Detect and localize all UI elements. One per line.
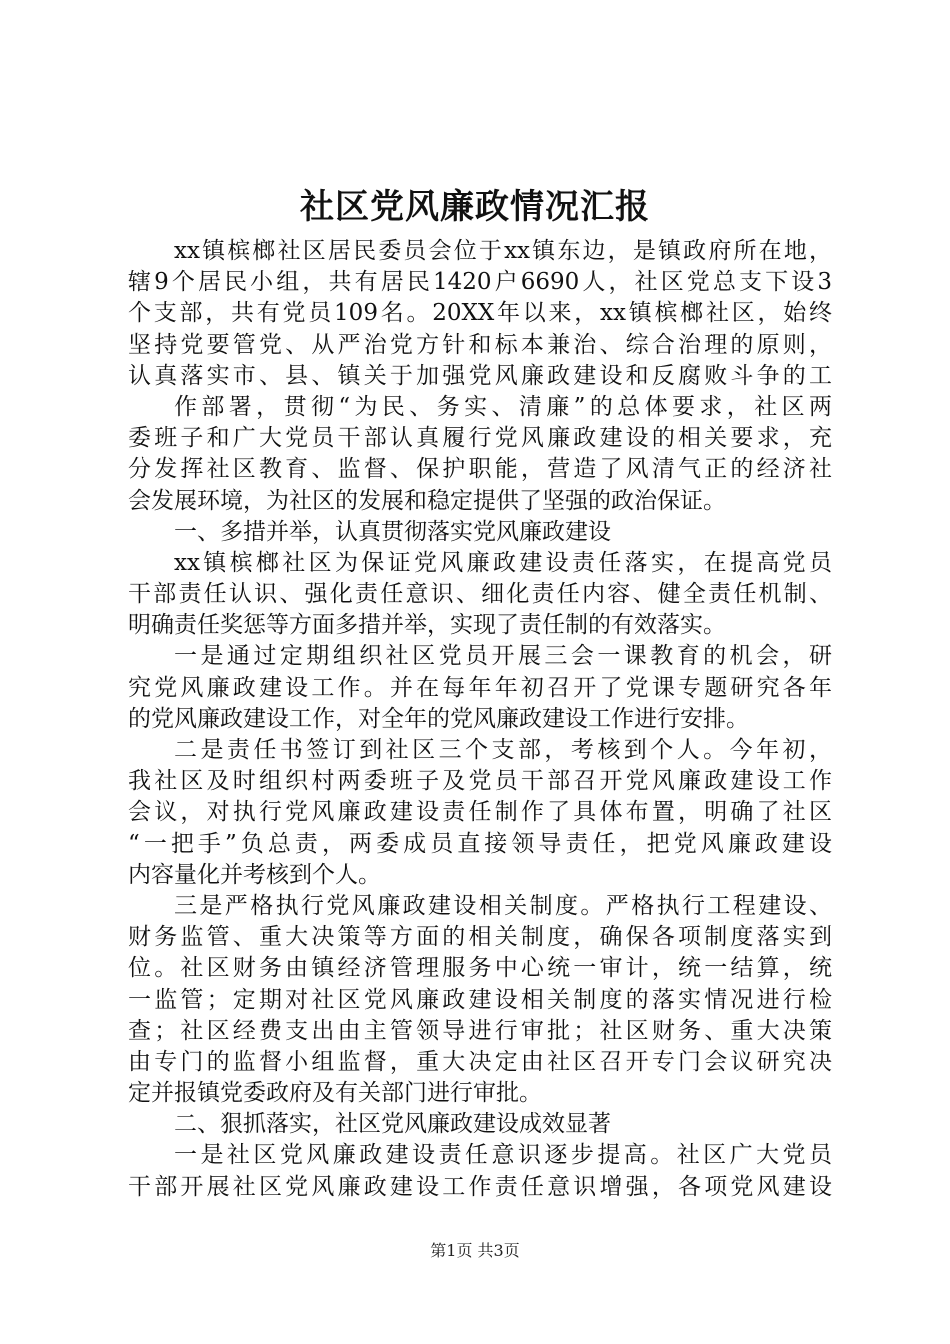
text-line: 查；社区经费支出由主管领导进行审批；社区财务、重大决策: [128, 1017, 832, 1044]
text-line: 的党风廉政建设工作，对全年的党风廉政建设工作进行安排。: [128, 705, 749, 732]
text-line: xx镇槟榔社区居民委员会位于xx镇东边，是镇政府所在地，: [174, 238, 832, 264]
text-line: 认真落实市、县、镇关于加强党风廉政建设和反腐败斗争的工: [128, 362, 832, 389]
section-heading: 二、狠抓落实，社区党风廉政建设成效显著: [174, 1111, 611, 1138]
text-line: “一把手”负总责，两委成员直接领导责任，把党风廉政建设: [128, 830, 832, 857]
page-number: 第1页 共3页: [430, 1241, 520, 1260]
text-line: xx镇槟榔社区为保证党风廉政建设责任落实，在提高党员: [174, 549, 832, 576]
text-line: 会议，对执行党风廉政建设责任制作了具体布置，明确了社区: [128, 799, 832, 826]
text-line: 辖9个居民小组，共有居民1420户6690人，社区党总支下设3: [128, 269, 832, 296]
text-line: 作部署，贯彻“为民、务实、清廉”的总体要求，社区两: [174, 393, 832, 420]
text-line: 一监管；定期对社区党风廉政建设相关制度的落实情况进行检: [128, 986, 832, 1013]
text-line: 干部责任认识、强化责任意识、细化责任内容、健全责任机制、: [128, 581, 832, 608]
text-line: 究党风廉政建设工作。并在每年年初召开了党课专题研究各年: [128, 674, 832, 701]
text-line: 坚持党要管党、从严治党方针和标本兼治、综合治理的原则，: [128, 331, 832, 358]
text-line: 由专门的监督小组监督，重大决定由社区召开专门会议研究决: [128, 1048, 832, 1075]
text-line: 分发挥社区教育、监督、保护职能，营造了风清气正的经济社: [128, 456, 832, 483]
text-line: 内容量化并考核到个人。: [128, 861, 381, 888]
text-line: 一是社区党风廉政建设责任意识逐步提高。社区广大党员: [174, 1142, 832, 1169]
section-heading: 一、多措并举，认真贯彻落实党风廉政建设: [174, 518, 611, 545]
text-line: 个支部，共有党员109名。20XX年以来，xx镇槟榔社区，始终: [128, 300, 832, 327]
text-line: 委班子和广大党员干部认真履行党风廉政建设的相关要求，充: [128, 425, 832, 452]
text-line: 我社区及时组织村两委班子及党员干部召开党风廉政建设工作: [128, 768, 832, 795]
text-line: 三是严格执行党风廉政建设相关制度。严格执行工程建设、: [174, 892, 832, 919]
text-line: 会发展环境，为社区的发展和稳定提供了坚强的政治保证。: [128, 487, 726, 514]
text-line: 位。社区财务由镇经济管理服务中心统一审计，统一结算，统: [128, 955, 832, 982]
text-line: 一是通过定期组织社区党员开展三会一课教育的机会，研: [174, 643, 832, 670]
text-line: 干部开展社区党风廉政建设工作责任意识增强，各项党风建设: [128, 1173, 832, 1200]
text-line: 定并报镇党委政府及有关部门进行审批。: [128, 1080, 542, 1107]
document-body: [128, 236, 832, 1203]
document-title: 社区党风廉政情况汇报: [300, 187, 650, 227]
text-line: 财务监管、重大决策等方面的相关制度，确保各项制度落实到: [128, 924, 832, 951]
text-line: 二是责任书签订到社区三个支部，考核到个人。今年初，: [174, 737, 832, 763]
text-line: 明确责任奖惩等方面多措并举，实现了责任制的有效落实。: [128, 612, 726, 639]
